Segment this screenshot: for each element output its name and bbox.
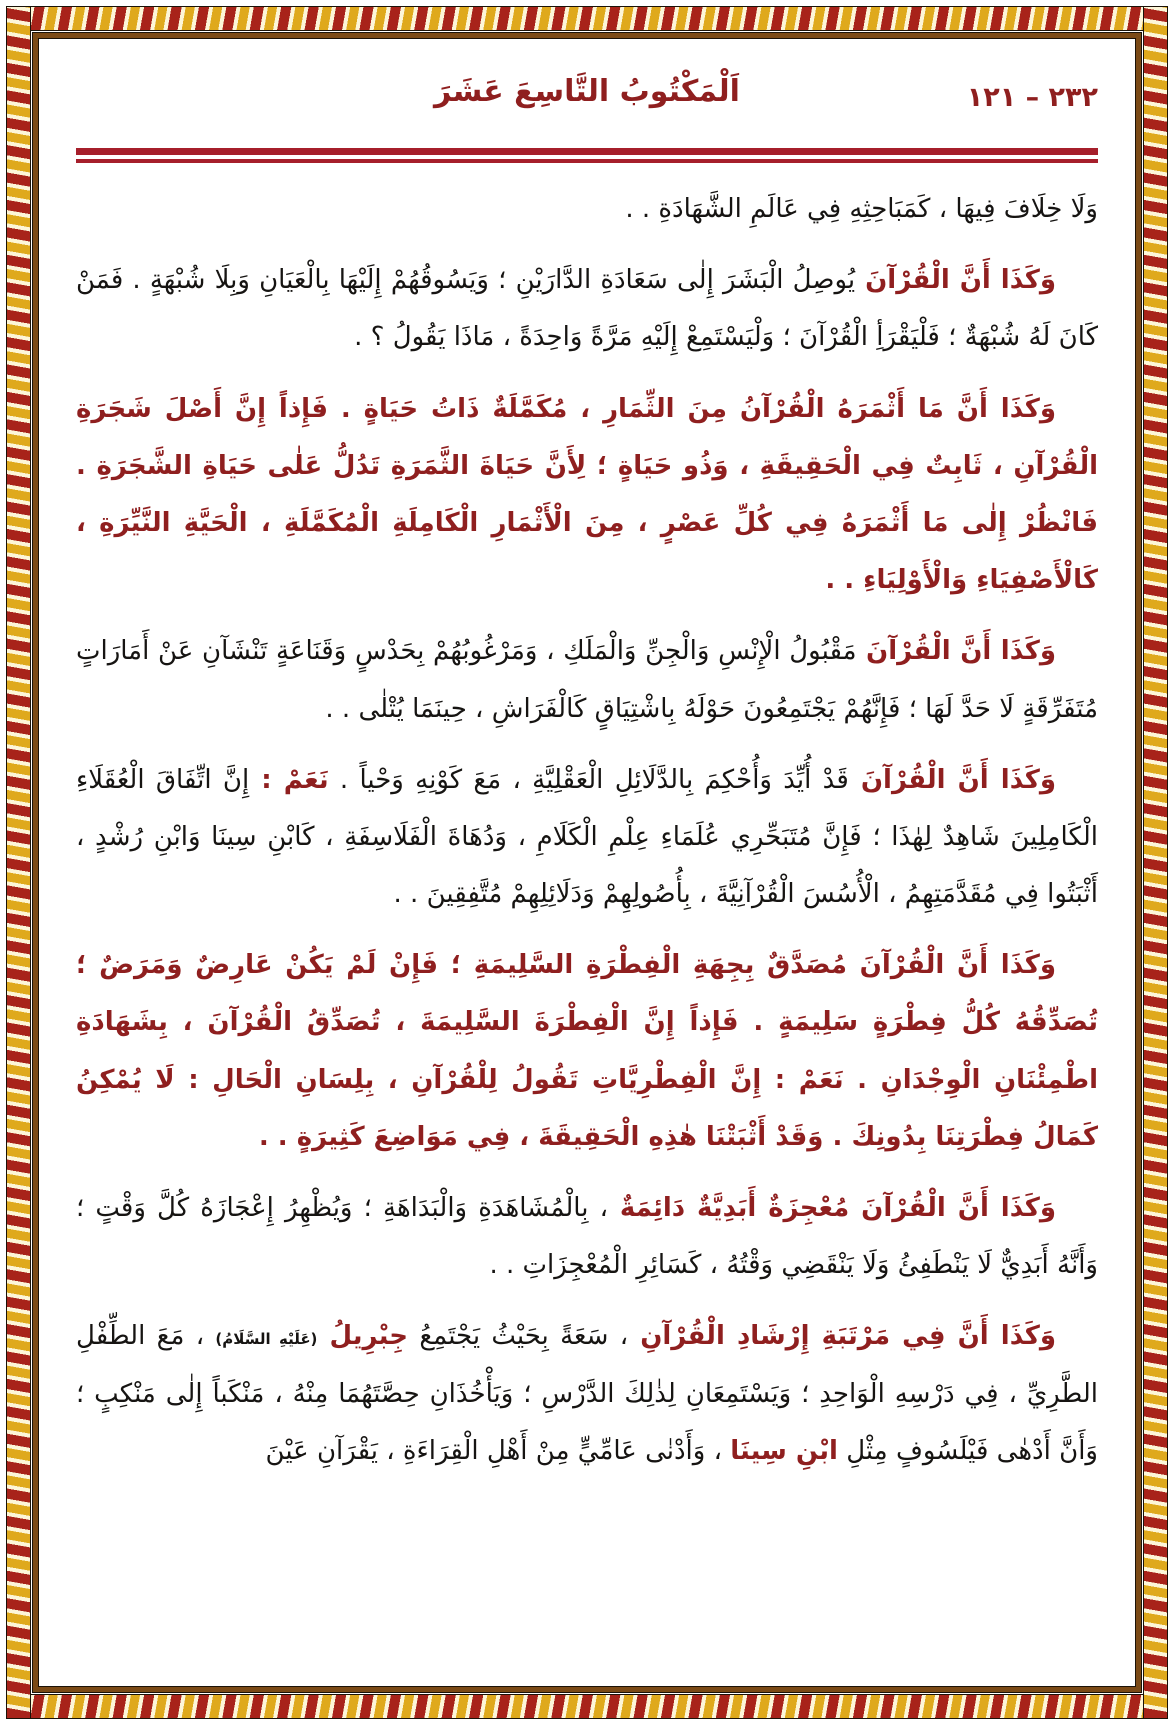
page-numbers: ٢٣٢ – ١٢١ [966, 82, 1098, 113]
text-run-red: ابْنِ سِينَا [730, 1435, 838, 1466]
paragraph [76, 1180, 1098, 1294]
header-divider [76, 148, 1098, 163]
text-run-black: إِنَّ اتِّفَاقَ الْعُقَلَاءِ الْكَامِلِينَ شَاهِدٌ لِهٰذَا ؛ فَإِنَّ مُتَبَحِّرِي عُلَمَاءِ عِلْمِ الْكَلَامِ ، وَدُهَاةَ الْفَلَاسِفَةِ ، كَابْنِ سِينَا وَابْنِ رُشْدٍ ، أَثْبَتُوا فِي مُقَدَّمَتِهِمُ ، الْأُسُسَ الْقُرْآنِيَّةَ ، بِأُصُولِهِمْ وَدَلَائِلِهِمْ مُتَّفِقِينَ . . [76, 764, 1098, 910]
text-run-black: ، بِالْمُشَاهَدَةِ وَالْبَدَاهَةِ ؛ وَيُظْهِرُ إِعْجَازَهُ كُلَّ وَقْتٍ ؛ وَأَنَّهُ أَبَدِيٌّ لَا يَنْطَفِئُ وَلَا يَنْقَضِي وَقْتُهُ ، كَسَائِرِ الْمُعْجِزَاتِ . . [76, 1193, 1098, 1281]
border-edge-top [6, 6, 1168, 31]
text-run-red: نَعَمْ : [249, 764, 329, 795]
text-run-red: وَكَذَا أَنَّ الْقُرْآنَ [848, 764, 1056, 795]
paragraph [76, 181, 1098, 238]
honorific-mark: (عَلَيْهِ السَّلَامُ) [215, 1330, 318, 1349]
text-run-black: قَدْ أُيِّدَ وَأُحْكِمَ بِالدَّلَائِلِ الْعَقْلِيَّةِ ، مَعَ كَوْنِهِ وَحْياً . [328, 764, 849, 795]
header-divider-thin-line [76, 159, 1098, 163]
page-content [76, 60, 1098, 1667]
page-title: اَلْمَكْتُوبُ التَّاسِعَ عَشَرَ [434, 74, 740, 109]
text-run-black: ، وَأَدْنٰى عَامِّيٍّ مِنْ أَهْلِ الْقِرَاءَةِ ، يَقْرَآنِ عَيْنَ [265, 1435, 731, 1466]
text-run-black: وَلَا خِلَافَ فِيهَا ، كَمَبَاحِثِهِ فِي عَالَمِ الشَّهَادَةِ . . [625, 194, 1098, 224]
text-run-black: ، مَعَ الطِّفْلِ الطَّرِيِّ ، فِي دَرْسِهِ الْوَاحِدِ ؛ وَيَسْتَمِعَانِ لِذٰلِكَ الدَّرْسِ ؛ وَيَأْخُذَانِ حِصَّتَهُمَا مِنْهُ ، مَنْكَباً إِلٰى مَنْكِبٍ ؛ وَأَنَّ أَدْهٰى فَيْلَسُوفٍ مِثْلِ [76, 1321, 1098, 1466]
text-run-red: وَكَذَا أَنَّ الْقُرْآنَ مُعْجِزَةٌ أَبَدِيَّةٌ دَائِمَةٌ [607, 1193, 1057, 1223]
text-run-red: وَكَذَا أَنَّ الْقُرْآنَ مُصَدَّقٌ بِجِهَةِ الْفِطْرَةِ السَّلِيمَةِ ؛ فَإِنْ لَمْ يَكُنْ عَارِضٌ وَمَرَضٌ ؛ تُصَدِّقُهُ كُلُّ فِطْرَةٍ سَلِيمَةٍ . فَإِذاً إِنَّ الْفِطْرَةَ السَّلِيمَةَ ، تُصَدِّقُ الْقُرْآنَ ، بِشَهَادَةِ اطْمِئْنَانِ الْوِجْدَانِ . نَعَمْ : إِنَّ الْفِطْرِيَّاتِ تَقُولُ لِلْقُرْآنِ ، بِلِسَانِ الْحَالِ : لَا يُمْكِنُ كَمَالُ فِطْرَتِنَا بِدُونِكَ . وَقَدْ أَثْبَتْنَا هٰذِهِ الْحَقِيقَةَ ، فِي مَوَاضِعَ كَثِيرَةٍ . . [76, 950, 1098, 1152]
body-text [76, 181, 1098, 1480]
paragraph [76, 752, 1098, 924]
paragraph [76, 252, 1098, 366]
page-header [76, 60, 1098, 138]
paragraph [76, 1308, 1098, 1480]
text-run-red: وَكَذَا أَنَّ فِي مَرْتَبَةِ إِرْشَادِ الْقُرْآنِ [628, 1321, 1056, 1352]
text-run-black: مَقْبُولُ الْإِنْسِ وَالْجِنِّ وَالْمَلَكِ ، وَمَرْغُوبُهُمْ بِحَدْسٍ وَقَنَاعَةٍ تَنْشَآنِ عَنْ أَمَارَاتٍ مُتَفَرِّقَةٍ لَا حَدَّ لَهَا ؛ فَإِنَّهُمْ يَجْتَمِعُونَ حَوْلَهُ بِاشْتِيَاقٍ كَالْفَرَاشِ ، حِينَمَا يُتْلٰى . . [76, 636, 1098, 724]
text-run-black: ، سَعَةً بِحَيْثُ يَجْتَمِعُ [408, 1321, 629, 1352]
text-run-red: جِبْرِيلُ [317, 1321, 409, 1352]
text-run-black: يُوصِلُ الْبَشَرَ إِلٰى سَعَادَةِ الدَّارَيْنِ ؛ وَيَسُوقُهُمْ إِلَيْهَا بِالْعَيَانِ وَبِلَا شُبْهَةٍ . فَمَنْ كَانَ لَهُ شُبْهَةٌ ؛ فَلْيَقْرَأِ الْقُرْآنَ ؛ وَلْيَسْتَمِعْ إِلَيْهِ مَرَّةً وَاحِدَةً ، مَاذَا يَقُولُ ؟ . [76, 265, 1098, 353]
text-run-red: وَكَذَا أَنَّ الْقُرْآنَ [856, 636, 1056, 667]
text-run-red: وَكَذَا أَنَّ الْقُرْآنَ [855, 265, 1056, 296]
text-run-red: وَكَذَا أَنَّ مَا أَثْمَرَهُ الْقُرْآنُ مِنَ الثِّمَارِ ، مُكَمَّلَةٌ ذَاتُ حَيَاةٍ . فَإِذاً إِنَّ أَصْلَ شَجَرَةِ الْقُرْآنِ ، ثَابِتٌ فِي الْحَقِيقَةِ ، وَذُو حَيَاةٍ ؛ لِأَنَّ حَيَاةَ الثَّمَرَةِ تَدُلُّ عَلٰى حَيَاةِ الشَّجَرَةِ . فَانْظُرْ إِلٰى مَا أَثْمَرَهُ فِي كُلِّ عَصْرٍ ، مِنَ الْأَثْمَارِ الْكَامِلَةِ الْمُكَمَّلَةِ ، الْحَيَّةِ النَّيِّرَةِ ، كَالْأَصْفِيَاءِ وَالْأَوْلِيَاءِ . . [76, 393, 1098, 596]
paragraph [76, 623, 1098, 737]
border-edge-right [1143, 6, 1168, 1719]
border-edge-left [6, 6, 31, 1719]
paragraph [76, 937, 1098, 1166]
border-edge-bottom [6, 1694, 1168, 1719]
header-divider-thick-line [76, 148, 1098, 155]
paragraph [76, 381, 1098, 610]
